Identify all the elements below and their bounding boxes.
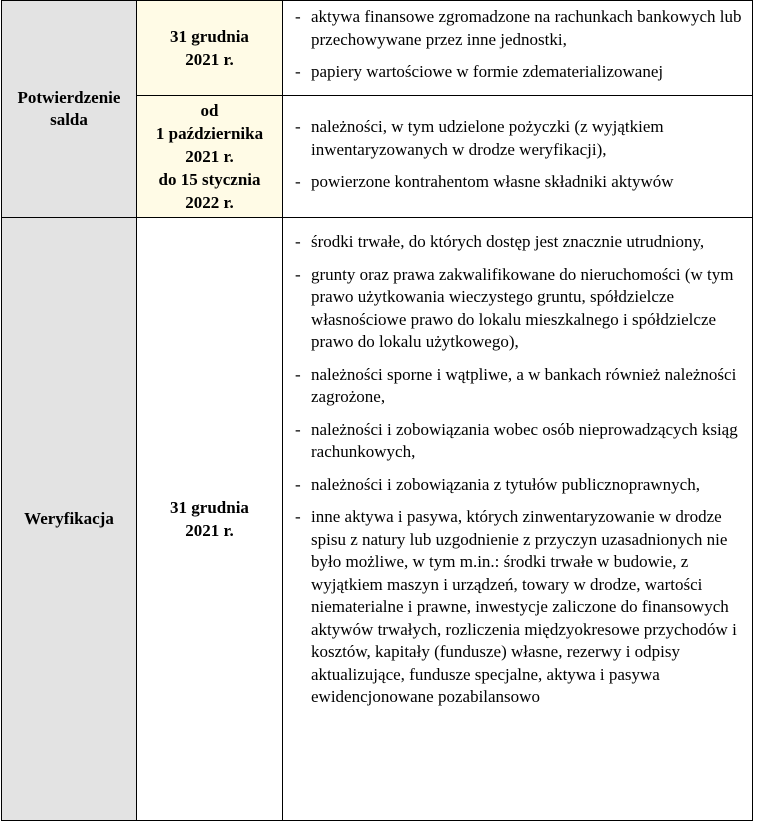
- asset-list: [283, 96, 752, 194]
- date-line: 2022 r.: [185, 193, 234, 212]
- item-text: powierzone kontrahentom własne składniki aktywów: [311, 172, 674, 191]
- item-text: należności, w tym udzielone pożyczki (z wyjątkiem inwentaryzowanych w drodze weryfikacji),: [311, 117, 664, 159]
- list-item: [295, 61, 744, 84]
- date-cell: [137, 96, 283, 218]
- item-text: należności i zobowiązania wobec osób nieprowadzących ksiąg rachunkowych,: [311, 419, 738, 461]
- asset-list: [283, 218, 752, 709]
- table-row: [2, 218, 753, 821]
- date-line: 2021 r.: [185, 50, 234, 69]
- date-line: do 15 stycznia: [158, 170, 261, 189]
- list-item: [295, 506, 744, 709]
- date-line: 2021 r.: [185, 147, 234, 166]
- date-cell: [137, 1, 283, 96]
- bullet-dash: -: [295, 419, 301, 439]
- inventory-methods-table: [1, 0, 753, 821]
- items-cell: [283, 1, 753, 96]
- item-text: należności i zobowiązania z tytułów publicznoprawnych,: [311, 474, 700, 494]
- method-cell: [2, 1, 137, 218]
- method-cell: [2, 218, 137, 821]
- list-item: [295, 6, 744, 51]
- items-cell: [283, 218, 753, 821]
- asset-list: [283, 1, 752, 84]
- date-line: 31 grudnia: [170, 27, 249, 46]
- list-item: [295, 231, 744, 254]
- list-item: [295, 264, 744, 354]
- item-text: należności sporne i wątpliwe, a w bankach również należności zagrożone,: [311, 364, 737, 406]
- items-cell: [283, 96, 753, 218]
- bullet-dash: -: [295, 474, 301, 494]
- method-label: Potwierdzenie salda: [17, 88, 121, 129]
- list-item: [295, 474, 744, 497]
- list-item: [295, 364, 744, 409]
- table-row: [2, 1, 753, 96]
- bullet-dash: -: [295, 507, 301, 526]
- date-line: od: [200, 101, 219, 120]
- date-line: 2021 r.: [185, 521, 234, 540]
- bullet-dash: -: [295, 62, 301, 81]
- item-text: grunty oraz prawa zakwalifikowane do nieruchomości (w tym prawo użytkowania wieczystego gruntu, spółdzielcze własnościowe prawo do lokalu mieszkalnego i spółdzielcze prawo do lokalu użytkowego),: [311, 264, 734, 351]
- bullet-dash: -: [295, 172, 301, 191]
- item-text: aktywa finansowe zgromadzone na rachunkach bankowych lub przechowywane przez inne jednostki,: [311, 7, 742, 49]
- date-line: 1 października: [155, 124, 264, 143]
- date-cell: [137, 218, 283, 821]
- item-text: środki trwałe, do których dostęp jest znacznie utrudniony,: [311, 232, 705, 251]
- date-line: 31 grudnia: [170, 498, 249, 517]
- bullet-dash: -: [295, 264, 301, 284]
- method-label: Weryfikacja: [24, 509, 114, 528]
- list-item: [295, 171, 744, 194]
- bullet-dash: -: [295, 232, 301, 251]
- bullet-dash: -: [295, 364, 301, 384]
- item-text: inne aktywa i pasywa, których zinwentaryzowanie w drodze spisu z natury lub uzgodnienie z przyczyn uzasadnionych nie było możliwe, w tym m.in.: środki trwałe w budowie, z wyjątkiem maszyn i urządzeń, towary w drodze, wartości niematerialne i prawne, inwestycje zaliczone do finansowych aktywów trwałych, rozliczenia międzyokresowe przychodów i kosztów, kapitały (fundusze) własne, rezerwy i odpisy aktualizujące, fundusze specjalne, aktywa i pasywa ewidencjonowane pozabilansowo: [311, 507, 737, 706]
- item-text: papiery wartościowe w formie zdematerializowanej: [311, 62, 664, 81]
- bullet-dash: -: [295, 7, 301, 26]
- list-item: [295, 419, 744, 464]
- bullet-dash: -: [295, 117, 301, 136]
- list-item: [295, 116, 744, 161]
